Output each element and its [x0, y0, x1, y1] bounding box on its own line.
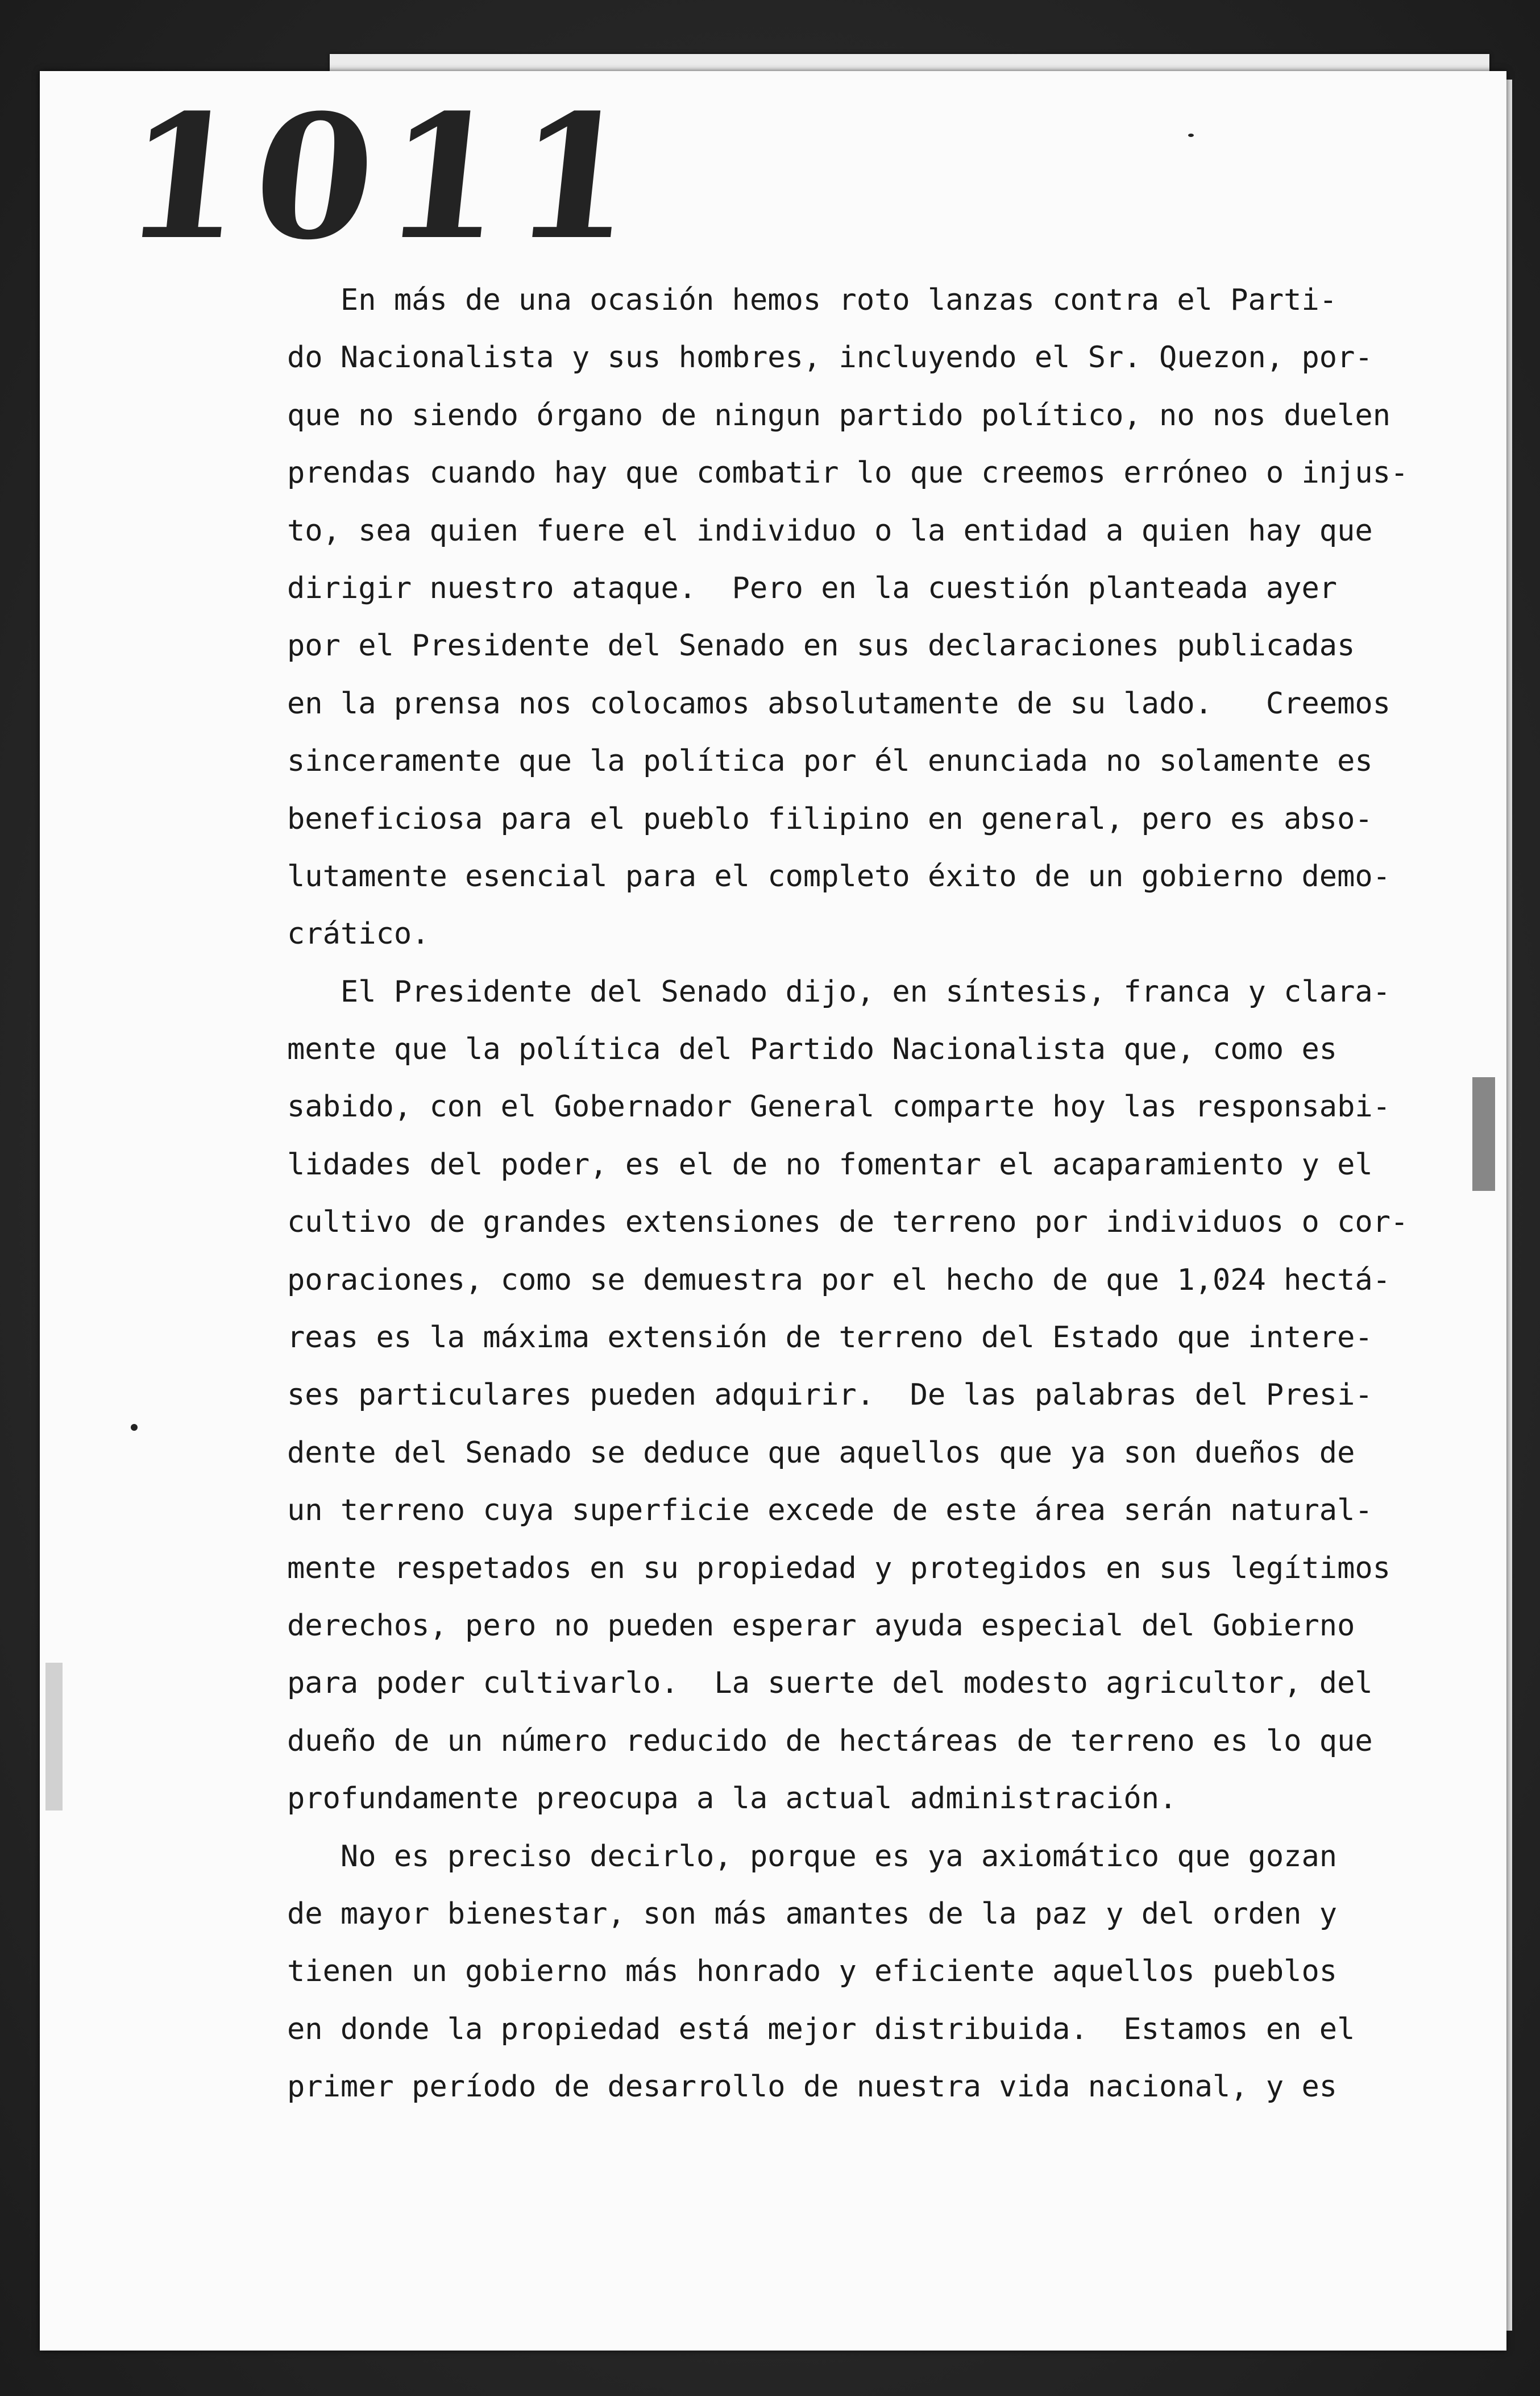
- text-line: en donde la propiedad está mejor distribuida. Estamos en el: [287, 2012, 1355, 2046]
- text-line: de mayor bienestar, son más amantes de la paz y del orden y: [287, 1896, 1338, 1931]
- text-line: lutamente esencial para el completo éxito de un gobierno demo-: [287, 859, 1391, 894]
- text-line: profundamente preocupa a la actual administración.: [287, 1782, 1177, 1816]
- text-line: por el Presidente del Senado en sus declaraciones publicadas: [287, 629, 1355, 663]
- text-line: En más de una ocasión hemos roto lanzas contra el Parti-: [287, 283, 1338, 317]
- paragraph-2: [287, 964, 1409, 1828]
- text-line: tienen un gobierno más honrado y eficiente aquellos pueblos: [287, 1954, 1338, 1989]
- text-line: prendas cuando hay que combatir lo que creemos erróneo o injus-: [287, 456, 1409, 491]
- text-line: mente respetados en su propiedad y protegidos en sus legítimos: [287, 1551, 1391, 1585]
- text-line: beneficiosa para el pueblo filipino en general, pero es abso-: [287, 802, 1373, 836]
- paragraph-3: [287, 1828, 1401, 2116]
- edge-smudge: [45, 1663, 63, 1811]
- ink-speck: [1188, 134, 1194, 137]
- paragraph-1: [287, 272, 1409, 964]
- text-line: derechos, pero no pueden esperar ayuda especial del Gobierno: [287, 1608, 1355, 1643]
- page-number: 1011: [114, 77, 656, 277]
- text-line: en la prensa nos colocamos absolutamente de su lado. Creemos: [287, 686, 1391, 721]
- text-line: El Presidente del Senado dijo, en síntesis, franca y clara-: [287, 974, 1391, 1009]
- text-line: reas es la máxima extensión de terreno del Estado que intere-: [287, 1321, 1373, 1355]
- text-line: ses particulares pueden adquirir. De las palabras del Presi-: [287, 1378, 1373, 1413]
- text-line: to, sea quien fuere el individuo o la entidad a quien hay que: [287, 513, 1373, 548]
- text-line: crático.: [287, 917, 430, 952]
- ink-speck: [131, 1424, 138, 1431]
- text-line: que no siendo órgano de ningun partido político, no nos duelen: [287, 398, 1391, 433]
- text-line: un terreno cuya superficie excede de este área serán natural-: [287, 1493, 1373, 1528]
- text-line: dueño de un número reducido de hectáreas de terreno es lo que: [287, 1724, 1373, 1758]
- text-line: sinceramente que la política por él enunciada no solamente es: [287, 744, 1373, 779]
- text-line: sabido, con el Gobernador General comparte hoy las responsabi-: [287, 1090, 1391, 1124]
- text-line: dente del Senado se deduce que aquellos que ya son dueños de: [287, 1435, 1355, 1470]
- text-line: do Nacionalista y sus hombres, incluyendo el Sr. Quezon, por-: [287, 340, 1373, 375]
- body-text: [287, 272, 1409, 2116]
- text-line: poraciones, como se demuestra por el hecho de que 1,024 hectá-: [287, 1263, 1391, 1297]
- text-line: No es preciso decirlo, porque es ya axiomático que gozan: [287, 1839, 1338, 1874]
- text-line: dirigir nuestro ataque. Pero en la cuestión planteada ayer: [287, 571, 1338, 605]
- text-line: primer período de desarrollo de nuestra vida nacional, y es: [287, 2070, 1338, 2104]
- text-line: lidades del poder, es el de no fomentar el acaparamiento y el: [287, 1147, 1373, 1182]
- text-line: mente que la política del Partido Nacionalista que, como es: [287, 1032, 1338, 1067]
- edge-smudge: [1472, 1077, 1495, 1191]
- text-line: cultivo de grandes extensiones de terreno por individuos o cor-: [287, 1205, 1409, 1240]
- text-line: para poder cultivarlo. La suerte del modesto agricultor, del: [287, 1666, 1373, 1701]
